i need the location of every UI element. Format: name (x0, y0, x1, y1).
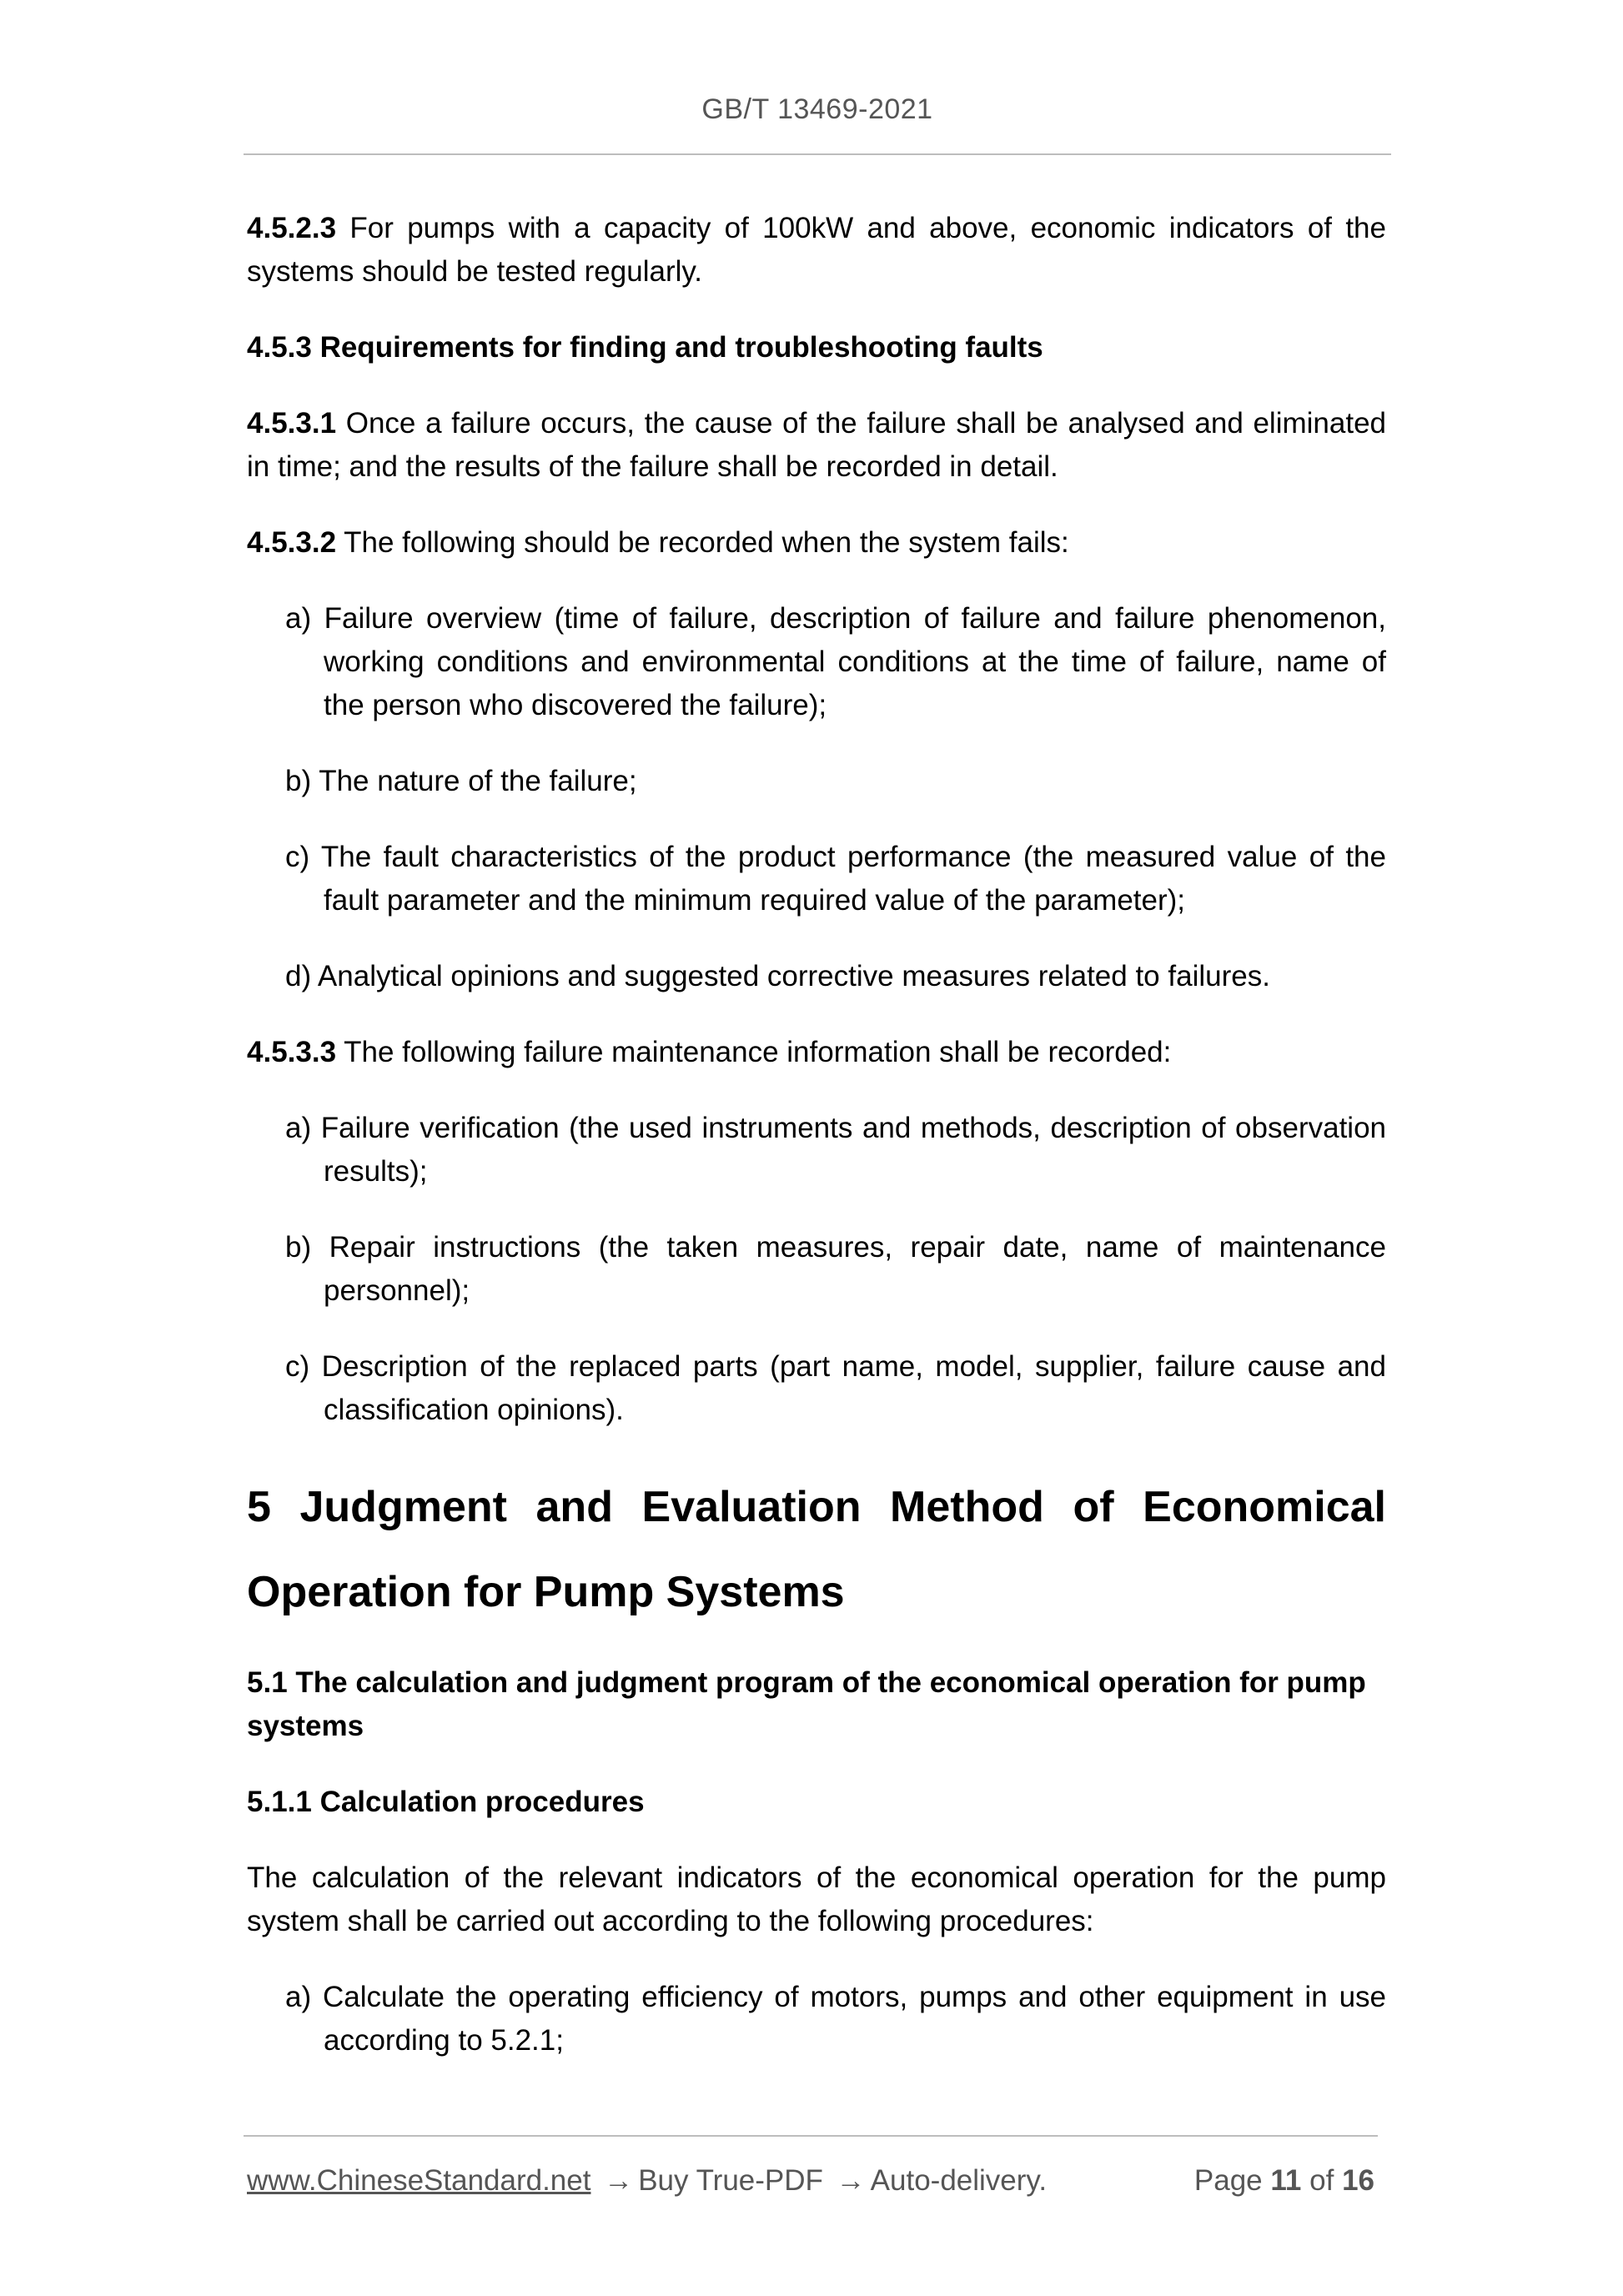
list-item: a) Failure overview (time of failure, description of failure and failure phenomenon, working conditions and environmental conditions at the time of failure, name of the person who discovered the failure); (285, 602, 1386, 721)
arrow-right-icon: → (836, 2164, 866, 2197)
heading-4-5-3: 4.5.3 Requirements for finding and troubleshooting faults (247, 331, 1043, 364)
clause-number: 4.5.3.2 (247, 526, 337, 559)
list-item: c) The fault characteristics of the product performance (the measured value of the fault parameter and the minimum required value of the parameter); (285, 841, 1386, 917)
list-item: a) Failure verification (the used instruments and methods, description of observation results); (285, 1112, 1386, 1188)
page-number (1194, 2160, 1374, 2202)
clause-number: 4.5.3.1 (247, 407, 337, 440)
clause-text: The following failure maintenance information shall be recorded: (336, 1036, 1172, 1068)
clause-number: 4.5.2.3 (247, 212, 337, 244)
running-header: GB/T 13469-2021 (701, 93, 933, 125)
current-page: 11 (1270, 2164, 1302, 2197)
heading-5-1: 5.1 The calculation and judgment program of the economical operation for pump systems (247, 1666, 1366, 1742)
of-label: of (1309, 2164, 1334, 2197)
page-body (247, 207, 1386, 2095)
list-item: c) Description of the replaced parts (part name, model, supplier, failure cause and classification opinions). (285, 1350, 1386, 1426)
clause-4-5-3-3 (247, 1031, 1386, 1074)
footer-divider (244, 2135, 1378, 2137)
header-divider (244, 153, 1391, 155)
list-item: a) Calculate the operating efficiency of motors, pumps and other equipment in use according to 5.2.1; (285, 1981, 1386, 2057)
heading-5-1-1: 5.1.1 Calculation procedures (247, 1786, 645, 1818)
clause-text: Once a failure occurs, the cause of the failure shall be analysed and eliminated in time; and the results of the failure shall be recorded in detail. (247, 407, 1386, 483)
clause-text: The following should be recorded when the system fails: (336, 526, 1069, 559)
delivery-text: Auto-delivery. (870, 2164, 1048, 2197)
clause-number: 4.5.3.3 (247, 1036, 337, 1068)
list-item: b) The nature of the failure; (285, 765, 637, 797)
list-item: b) Repair instructions (the taken measures, repair date, name of maintenance personnel); (285, 1231, 1386, 1307)
footer-promo (247, 2160, 1047, 2202)
clause-4-5-3-2 (247, 521, 1386, 565)
page-label: Page (1193, 2164, 1263, 2197)
arrow-right-icon: → (604, 2164, 634, 2197)
clause-text: For pumps with a capacity of 100kW and above, economic indicators of the systems should be tested regularly. (247, 212, 1386, 288)
clause-4-5-2-3 (247, 207, 1386, 294)
buy-text: Buy True-PDF (638, 2164, 823, 2197)
website-link[interactable]: www.ChineseStandard.net (247, 2164, 591, 2197)
paragraph-procedures: The calculation of the relevant indicators of the economical operation for the pump system shall be carried out according to the following procedures: (247, 1861, 1386, 1937)
clause-4-5-3-1 (247, 402, 1386, 489)
list-item: d) Analytical opinions and suggested corrective measures related to failures. (285, 960, 1270, 992)
heading-section-5: 5 Judgment and Evaluation Method of Economical Operation for Pump Systems (247, 1483, 1386, 1616)
page-footer (247, 2160, 1381, 2202)
total-pages: 16 (1342, 2164, 1374, 2197)
